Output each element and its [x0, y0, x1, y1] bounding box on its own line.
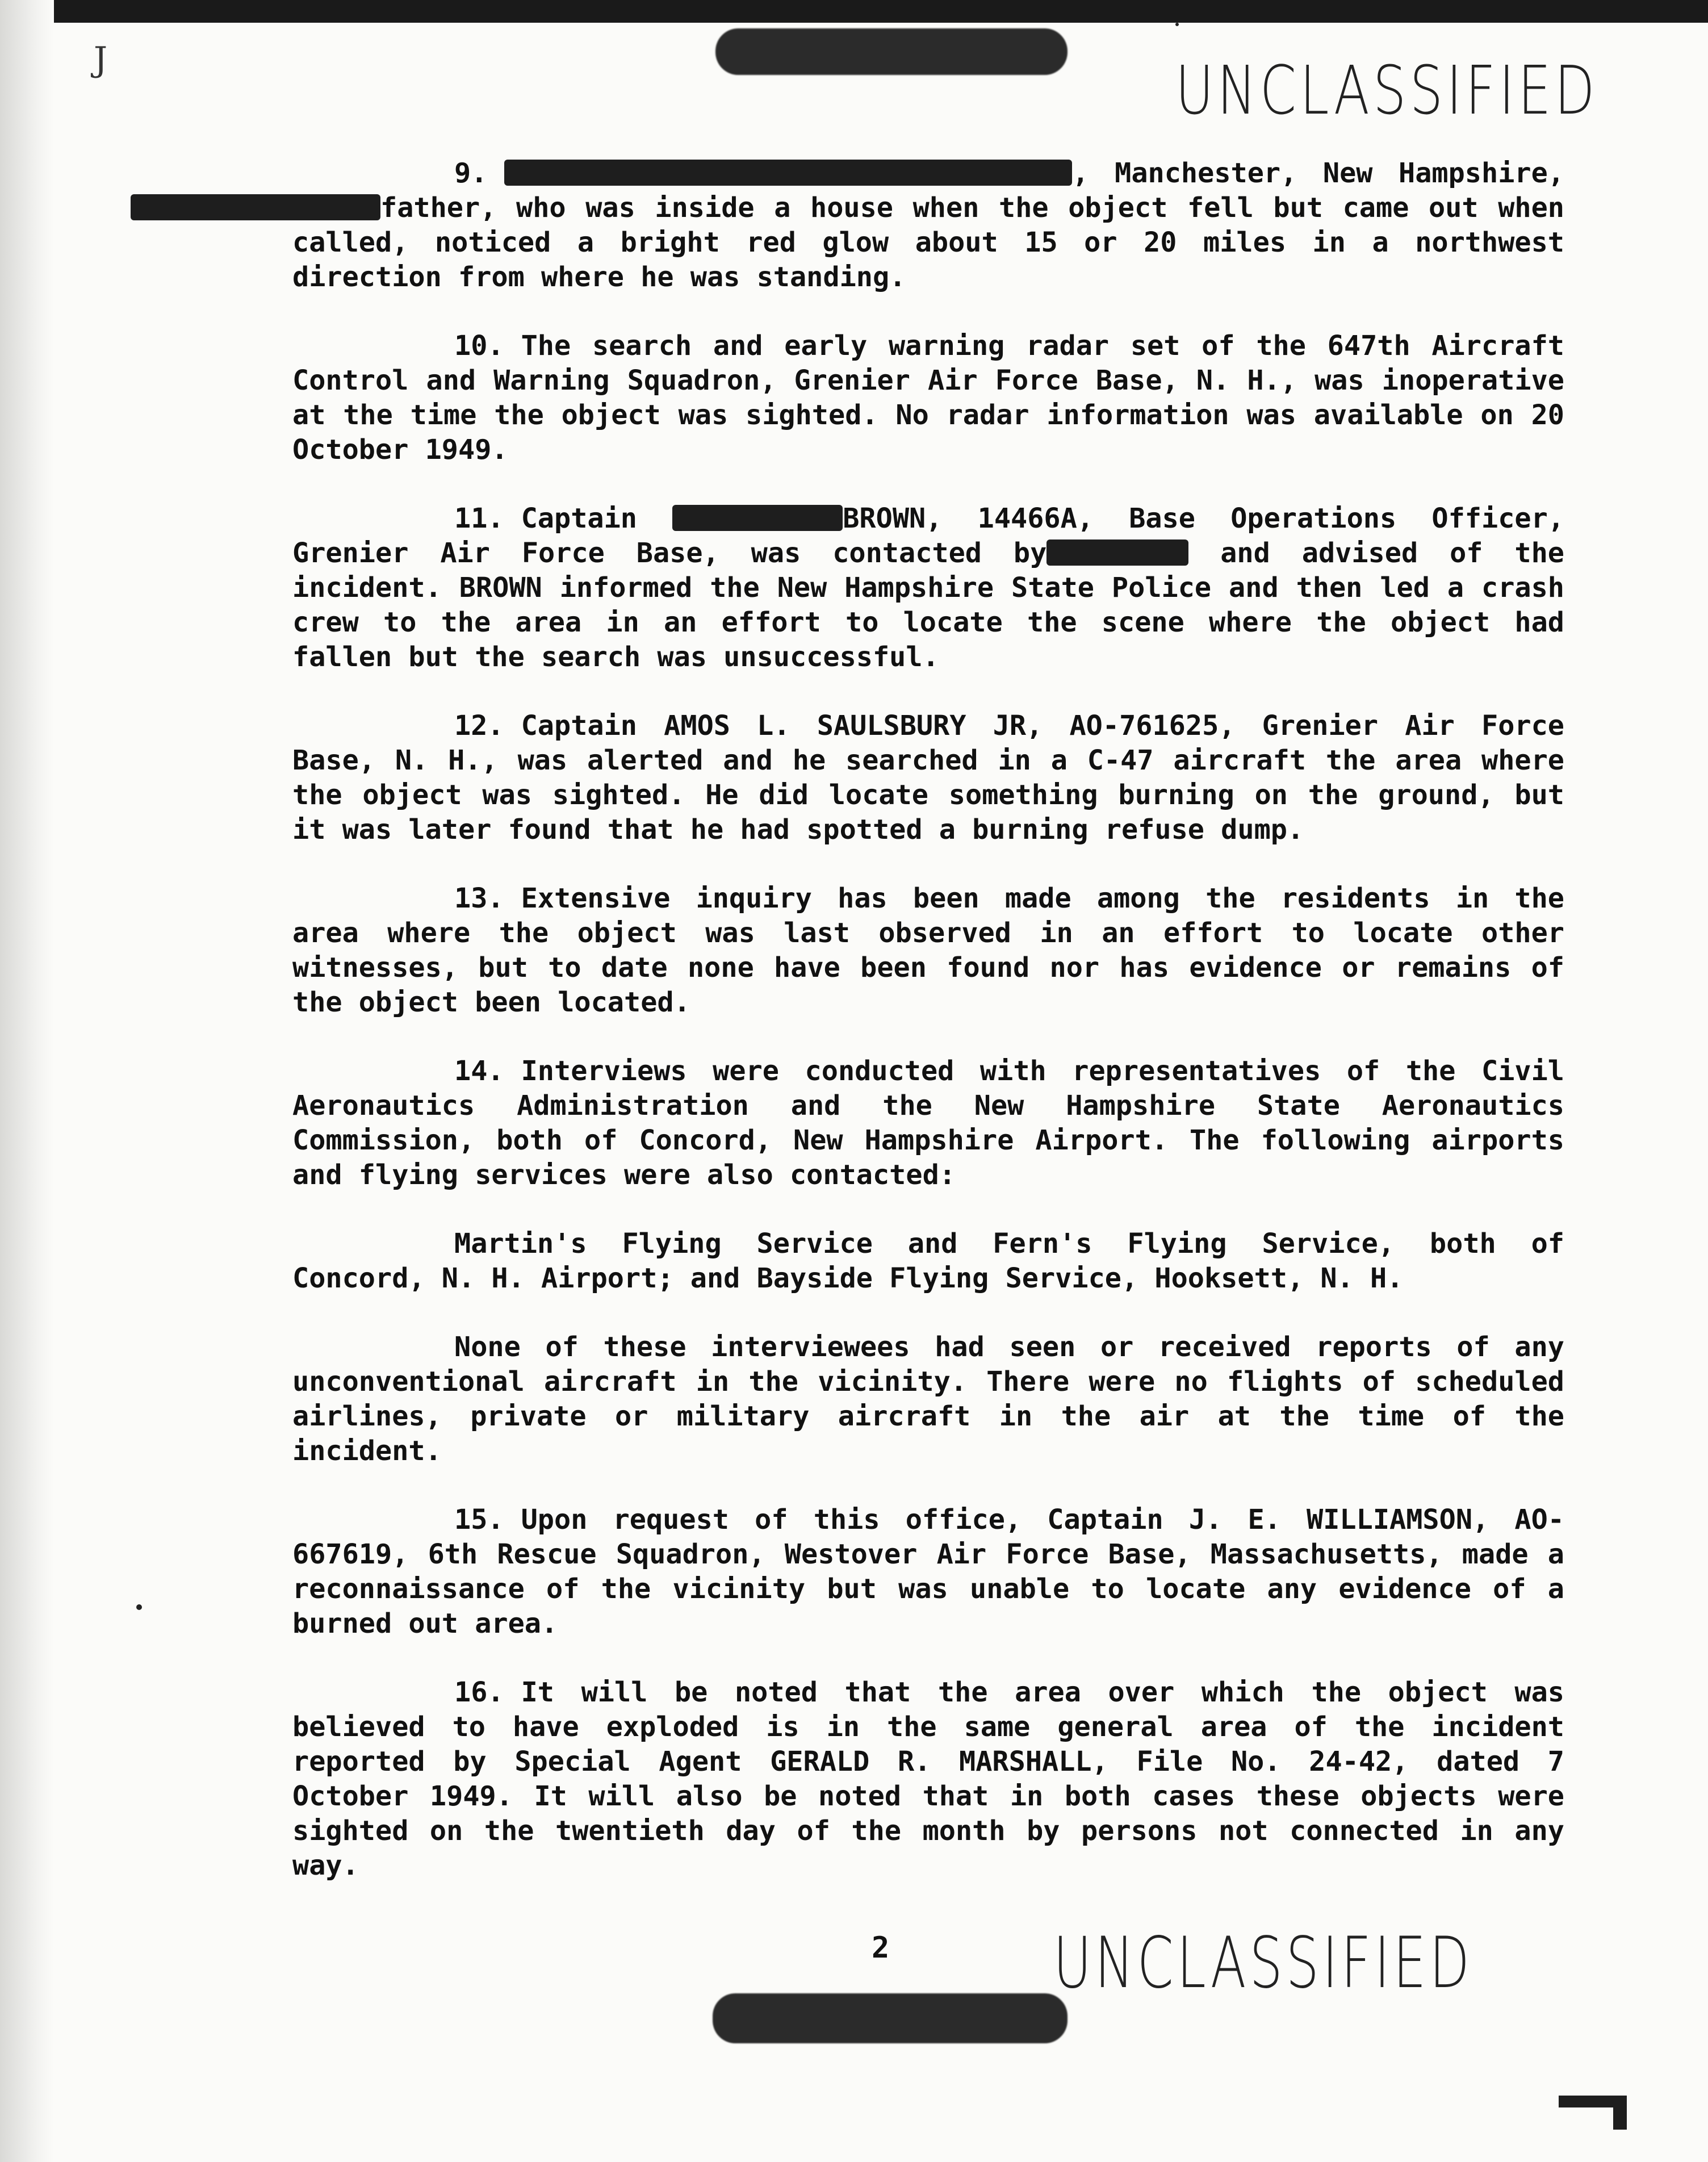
paragraph-number: 11.	[454, 503, 504, 534]
paragraph-text: BROWN, 14466A, Base Operations Officer, Grenier Air Force Base, was contacted by	[292, 503, 1564, 569]
document-body	[292, 156, 1564, 1917]
paragraph-text: It will be noted that the area over which the object was believed to have exploded is in the same general area of the incident reported by Special Agent GERALD R. MARSHALL, File No. 24-42, dated 7 October 1949. It will also be noted that in both cases these objects were sighted on the twentieth day of the month by persons not connected in any way.	[292, 1676, 1564, 1881]
paragraph-number: 10.	[454, 330, 504, 362]
paragraph-text: , Manchester, New Hampshire,	[1072, 157, 1564, 189]
paragraph-14-result	[292, 1330, 1564, 1469]
classification-stamp-bottom: UNCLASSIFIED	[1053, 1922, 1473, 2004]
paragraph-14	[292, 1054, 1564, 1193]
scan-corner-mark	[1559, 2096, 1627, 2130]
paragraph-9	[292, 156, 1564, 295]
paragraph-text: Upon request of this office, Captain J. E. WILLIAMSON, AO-667619, 6th Rescue Squadron, Westover Air Force Base, Massachusetts, made a reconnaissance of the vicinity but was unable to locate any evidence of a burned out area.	[292, 1504, 1564, 1640]
redaction-bar	[672, 505, 843, 531]
redaction-bar	[1046, 540, 1188, 566]
paragraph-number: 16.	[454, 1676, 504, 1708]
paragraph-text: None of these interviewees had seen or received reports of any unconventional aircraft in the vicinity. There were no flights of scheduled airlines, private or military aircraft in the air at the time of the incident.	[292, 1331, 1564, 1467]
paragraph-text: Captain	[521, 503, 673, 534]
paragraph-number: 9.	[454, 157, 488, 189]
scan-top-edge	[0, 0, 1708, 23]
paragraph-14-list	[292, 1227, 1564, 1296]
bottom-redaction-smudge	[713, 1993, 1068, 2043]
page-number: 2	[872, 1931, 890, 1965]
paragraph-number: 14.	[454, 1055, 504, 1087]
paragraph-text: father, who was inside a house when the object fell but came out when called, noticed a bright red glow about 15 or 20 miles in a northwest direction from where he was standing.	[292, 192, 1564, 293]
paragraph-text: Extensive inquiry has been made among the residents in the area where the object was last observed in an effort to locate other witnesses, but to date none have been found nor has evidence or remains of the object been located.	[292, 883, 1564, 1018]
redaction-bar	[504, 160, 1072, 186]
corner-mark: J	[94, 40, 108, 80]
redaction-bar	[131, 194, 380, 220]
paragraph-number: 15.	[454, 1504, 504, 1536]
paragraph-text: and advised of the incident. BROWN informed the New Hampshire State Police and then led a crash crew to the area in an effort to locate the scene where the object had fallen but the search was unsuccessful.	[292, 537, 1564, 673]
paragraph-text: Captain AMOS L. SAULSBURY JR, AO-761625, Grenier Air Force Base, N. H., was alerted and he searched in a C-47 aircraft the area where the object was sighted. He did locate something burning on the ground, but it was later found that he had spotted a burning refuse dump.	[292, 710, 1564, 846]
paragraph-text: Interviews were conducted with representatives of the Civil Aeronautics Administration and the New Hampshire State Aeronautics Commission, both of Concord, New Hampshire Airport. The following airports and flying services were also contacted:	[292, 1055, 1564, 1191]
paragraph-16	[292, 1675, 1564, 1883]
paragraph-12	[292, 709, 1564, 847]
paragraph-10	[292, 329, 1564, 467]
paragraph-text: Martin's Flying Service and Fern's Flying Service, both of Concord, N. H. Airport; and Bayside Flying Service, Hooksett, N. H.	[292, 1228, 1564, 1294]
paragraph-11	[292, 501, 1564, 675]
paragraph-number: 13.	[454, 883, 504, 914]
classification-stamp-top: UNCLASSIFIED	[1175, 51, 1598, 129]
paragraph-number: 12.	[454, 710, 504, 742]
paragraph-15	[292, 1503, 1564, 1641]
top-redaction-smudge	[715, 28, 1068, 75]
paragraph-text: The search and early warning radar set of the 647th Aircraft Control and Warning Squadron, Grenier Air Force Base, N. H., was inoperative at the time the object was sighted. No radar information was available on 20 October 1949.	[292, 330, 1564, 466]
scan-speck	[136, 1604, 142, 1610]
scan-left-edge	[0, 0, 54, 2162]
scan-speck	[1175, 23, 1179, 26]
paragraph-13	[292, 881, 1564, 1020]
